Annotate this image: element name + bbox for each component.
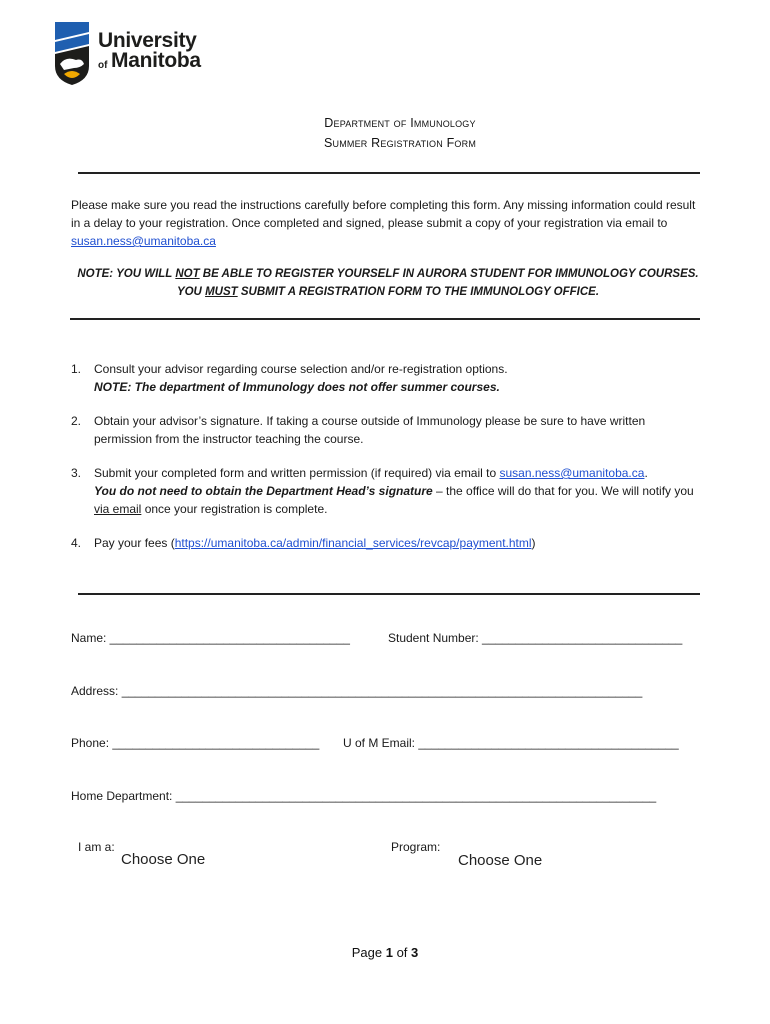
i-am-a-label: I am a:	[78, 840, 115, 854]
umanitoba-email-field[interactable]: U of M Email: _______________________________________	[343, 736, 679, 750]
registration-note	[71, 265, 705, 301]
form-title-form-name: Summer Registration Form	[323, 136, 477, 150]
home-department-field[interactable]: Home Department: ________________________________________________________________________	[71, 789, 657, 803]
payment-link[interactable]: https://umanitoba.ca/admin/financial_services/revcap/payment.html	[174, 536, 532, 550]
name-field[interactable]: Name: ____________________________________	[71, 631, 350, 645]
university-logo	[52, 18, 202, 86]
divider-bottom	[78, 593, 700, 595]
address-field[interactable]: Address: ______________________________________________________________________________	[71, 684, 643, 698]
submit-email-link[interactable]: susan.ness@umanitoba.ca	[499, 466, 645, 480]
intro-email-link[interactable]: susan.ness@umanitoba.ca	[71, 234, 216, 248]
divider-top	[78, 172, 700, 174]
intro-text: Please make sure you read the instructions carefully before completing this form. Any missing information could result in a delay to your registration. Once completed and signed, please submit a copy of your registration via email to	[71, 198, 696, 230]
note-line-2: YOU MUST SUBMIT A REGISTRATION FORM TO THE IMMUNOLOGY OFFICE.	[176, 286, 600, 298]
list-item: 3. Submit your completed form and written permission (if required) via email to susan.ness@umanitoba.ca. You do not need to obtain the Department Head’s signature – the office will do that for you. We will notify you via email once your registration is complete.	[71, 466, 694, 516]
list-item: 1. Consult your advisor regarding course selection and/or re-registration options. NOTE: The department of Immunology does not offer summer courses.	[71, 360, 705, 396]
page-indicator: Page 1 of 3	[351, 945, 419, 960]
logo-text-manitoba: Manitoba	[111, 49, 201, 72]
logo-text-of: of	[98, 60, 108, 71]
university-shield-icon	[52, 18, 92, 86]
instructions-list	[71, 360, 705, 568]
note-line-1: NOTE: YOU WILL NOT BE ABLE TO REGISTER YOURSELF IN AURORA STUDENT FOR IMMUNOLOGY COURSES.	[77, 268, 699, 280]
program-label: Program:	[391, 840, 441, 854]
phone-field[interactable]: Phone: _______________________________	[71, 736, 320, 750]
divider-middle	[70, 318, 700, 320]
student-number-field[interactable]: Student Number: ______________________________	[388, 631, 683, 645]
list-item: 4. Pay your fees (https://umanitoba.ca/admin/financial_services/revcap/payment.html)	[71, 536, 536, 550]
logo-text-university: University	[98, 29, 197, 52]
summer-courses-note: NOTE: The department of Immunology does not offer summer courses.	[94, 380, 500, 394]
form-title-department: Department of Immunology	[324, 116, 476, 130]
i-am-a-dropdown[interactable]: Choose One	[121, 851, 206, 868]
program-dropdown[interactable]: Choose One	[458, 852, 543, 869]
intro-paragraph	[71, 196, 705, 250]
list-item: 2. Obtain your advisor’s signature. If taking a course outside of Immunology please be sure to have written permission from the instructor teaching the course.	[71, 414, 646, 446]
